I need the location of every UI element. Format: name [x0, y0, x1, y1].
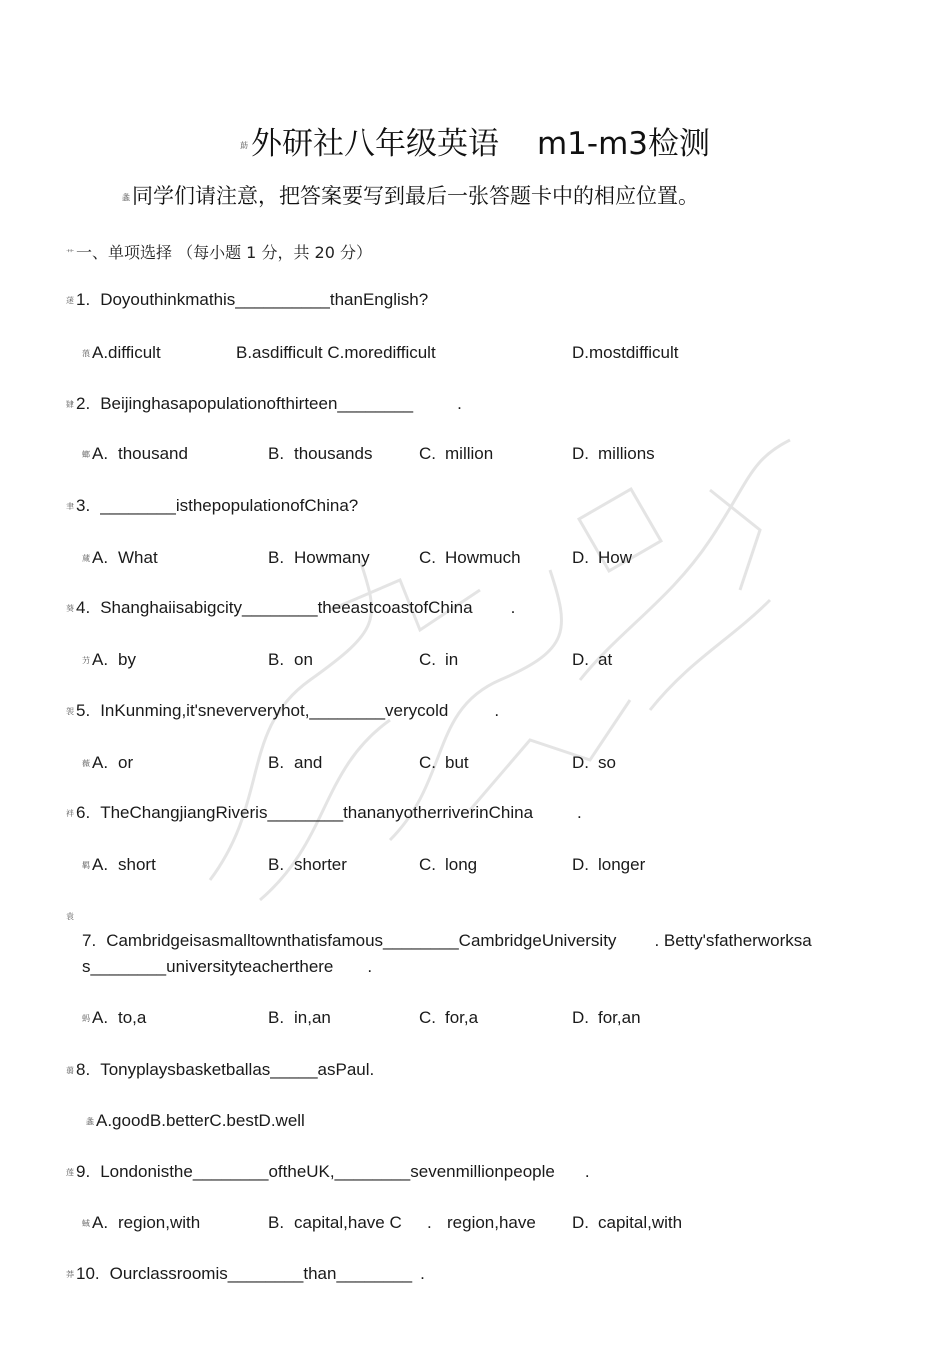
option-a: 蒗 A.difficult	[82, 343, 161, 362]
notice-text: 螽同学们请注意，把答案要写到最后一张答题卡中的相应位置。	[122, 184, 699, 208]
option-line: 螽 A.goodB.betterC.bestD.well	[86, 1111, 305, 1130]
question-5: 袈 5. InKunming,it'sneververyhot,________verycold .	[66, 701, 500, 720]
option-c: C. for,a	[419, 1008, 479, 1027]
option-c: C. long	[419, 855, 478, 874]
page-title	[0, 118, 950, 163]
question-4: 葵 4. Shanghaiisabigcity________theeastcoastofChina .	[66, 598, 516, 617]
option-b: B. on	[268, 650, 313, 669]
option-a: 薇 A. or	[82, 753, 134, 772]
option-a: 羁 A. short	[82, 855, 156, 874]
option-bc: B.asdifficult C.moredifficult	[236, 343, 436, 362]
option-b: B. and	[268, 753, 323, 772]
options-6	[82, 855, 782, 877]
question-3: 聿 3. ________isthepopulationofChina?	[66, 496, 359, 515]
section-heading: 艹 一、单项选择 （每小题 1 分，共 20 分）	[66, 243, 372, 262]
question-1: 蒁 1. Doyouthinkmathis__________thanEnglish?	[66, 290, 429, 309]
title-mark: 莇	[239, 141, 248, 150]
options-1	[82, 343, 782, 365]
question-8: 蒻 8. Tonyplaysbasketballas_____asPaul.	[66, 1060, 375, 1079]
option-a: 蒇 A. What	[82, 548, 158, 567]
option-d: D. at	[572, 650, 613, 669]
question-6: 袢 6. TheChangjiangRiveris________thananyotherriverinChina .	[66, 803, 582, 822]
option-b: B. thousands	[268, 444, 373, 463]
question-7: 7. Cambridgeisasmalltownthatisfamous________CambridgeUniversity . Betty'sfatherworksa	[82, 931, 812, 950]
options-9	[82, 1213, 782, 1235]
option-a: 芀 A. by	[82, 650, 136, 669]
question-10: 莽 10. Ourclassroomis________than________ .	[66, 1264, 425, 1283]
option-c: . region,have	[427, 1213, 536, 1232]
option-d: D. longer	[572, 855, 646, 874]
option-a: 蜮 A. region,with	[82, 1213, 201, 1232]
title-code: m1-m3检测	[536, 126, 711, 162]
option-a: 螂 A. thousand	[82, 444, 188, 463]
options-2	[82, 444, 782, 466]
option-d: D. capital,with	[572, 1213, 683, 1232]
option-b: B. in,an	[268, 1008, 331, 1027]
question-7-mark: 袁	[66, 912, 74, 922]
option-d: D.mostdifficult	[572, 343, 679, 362]
title-main: 外研社八年级英语	[250, 126, 499, 162]
options-7	[82, 1008, 782, 1030]
option-c: C. in	[419, 650, 459, 669]
notice-mark: 螽	[122, 192, 130, 202]
option-b: B. capital,have C	[268, 1213, 402, 1232]
options-4	[82, 650, 782, 672]
option-c: C. Howmuch	[419, 548, 521, 567]
question-2: 肄 2. Beijinghasapopulationofthirteen________ .	[66, 394, 462, 413]
option-b: B. shorter	[268, 855, 347, 874]
option-c: C. million	[419, 444, 494, 463]
option-b: B. Howmany	[268, 548, 370, 567]
options-3	[82, 548, 782, 570]
option-d: D. for,an	[572, 1008, 641, 1027]
options-5	[82, 753, 782, 775]
option-c: C. but	[419, 753, 469, 772]
options-8	[86, 1111, 686, 1133]
question-9: 莲 9. Londonisthe________oftheUK,________sevenmillionpeople .	[66, 1162, 590, 1181]
option-d: D. so	[572, 753, 616, 772]
question-7-line2: s________universityteacherthere .	[82, 957, 373, 976]
option-a: 蚂 A. to,a	[82, 1008, 147, 1027]
option-d: D. How	[572, 548, 633, 567]
option-d: D. millions	[572, 444, 655, 463]
